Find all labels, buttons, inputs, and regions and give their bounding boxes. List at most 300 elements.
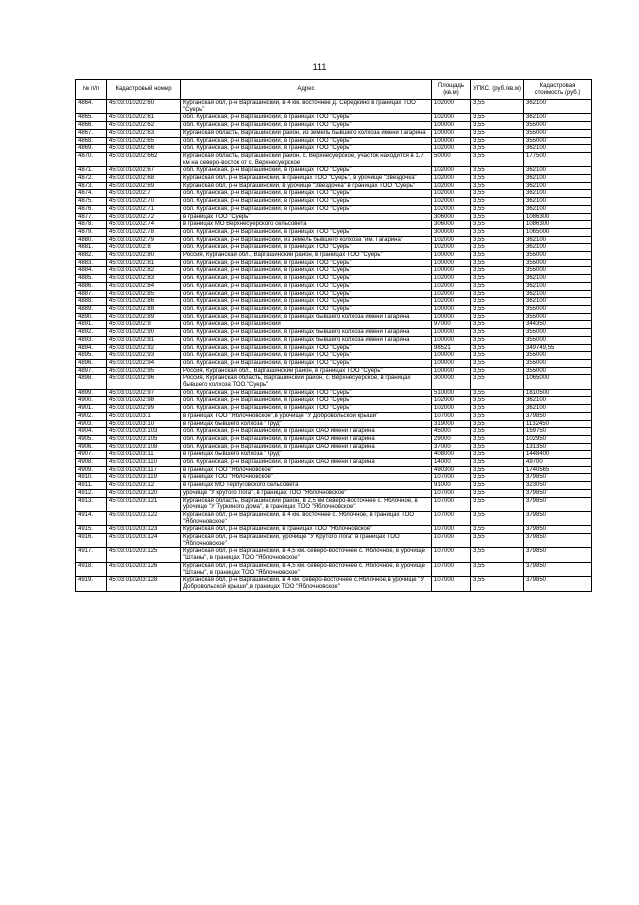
cell-upks: 3,55 (471, 359, 524, 367)
cell-number: 4879. (76, 228, 107, 236)
cell-area: 102000 (432, 205, 471, 213)
cell-address: обл. Курганская, р-н Варгашинский, в границах ТОО "Суерь" (181, 167, 432, 175)
table-row (76, 228, 592, 236)
cell-upks: 3,55 (471, 244, 524, 252)
cell-upks: 3,55 (471, 152, 524, 166)
cell-cadastral-number: 45:03:010203:124 (107, 534, 181, 548)
cell-upks: 3,55 (471, 198, 524, 206)
cell-area: 50000 (432, 152, 471, 166)
table-row (76, 534, 592, 548)
cell-cadastral-number: 45:03:010202:66 (107, 145, 181, 153)
cell-area: 100000 (432, 137, 471, 145)
cell-cadastral-cost: 362100 (524, 198, 592, 206)
cell-address: Россия, Курганская область, Варгашинский район, с. Верхнесуерское, в границах бывшего колхоза ТОО "Суерь" (181, 375, 432, 389)
cell-upks: 3,55 (471, 511, 524, 525)
cell-upks: 3,55 (471, 420, 524, 428)
cell-area: 107000 (432, 511, 471, 525)
cell-number: 4880. (76, 236, 107, 244)
table-row (76, 367, 592, 375)
cell-address: обл. Курганская, р-н Варгашинский, в границах ТОО "Суерь" (181, 305, 432, 313)
cell-address: в границах МО Верхнесуерского сельсовета (181, 221, 432, 229)
cell-address: обл. Курганская, р-н Варгашинский, в границах ТОО "Суерь" (181, 190, 432, 198)
table-row (76, 497, 592, 511)
cell-number: 4908. (76, 459, 107, 467)
cell-cadastral-number: 45:03:010203:123 (107, 526, 181, 534)
cell-address: обл. Курганская, р-н Варгашинский, в границах ТОО "Суерь" (181, 352, 432, 360)
cell-cadastral-cost: 355000 (524, 359, 592, 367)
cell-area: 102000 (432, 114, 471, 122)
cell-upks: 3,55 (471, 221, 524, 229)
cell-cadastral-number: 45:03:010203:119 (107, 474, 181, 482)
header-address: Адрес (181, 80, 432, 100)
cell-address: обл. Курганская, р-н Варгашинский, в границах ТОО "Суерь" (181, 397, 432, 405)
table-row (76, 451, 592, 459)
cadastral-table (75, 79, 592, 592)
table-row (76, 344, 592, 352)
cell-number: 4912. (76, 489, 107, 497)
cell-address: в границах бывшего колхоза "Труд" (181, 420, 432, 428)
table-row (76, 129, 592, 137)
cell-area: 107000 (432, 548, 471, 562)
cell-cadastral-number: 45:03:010202:71 (107, 205, 181, 213)
cell-address: обл. Курганская, р-н Варгашинский, в границах ОАО имени Гагарина (181, 435, 432, 443)
cell-number: 4867. (76, 129, 107, 137)
cell-area: 490300 (432, 466, 471, 474)
cell-cadastral-cost: 102950 (524, 435, 592, 443)
cell-area: 100000 (432, 352, 471, 360)
cell-upks: 3,55 (471, 497, 524, 511)
cell-area: 300000 (432, 375, 471, 389)
cell-area: 29000 (432, 435, 471, 443)
cell-number: 4871. (76, 167, 107, 175)
cell-cadastral-cost: 362100 (524, 182, 592, 190)
cell-address: обл. Курганская, р-н Варгашинский, в границах ТОО "Суерь" (181, 114, 432, 122)
cell-number: 4913. (76, 497, 107, 511)
cell-area: 306000 (432, 221, 471, 229)
cell-upks: 3,55 (471, 236, 524, 244)
cell-cadastral-number: 45:03:010203:128 (107, 577, 181, 591)
cell-address: обл. Курганская, р-н Варгашинский (181, 321, 432, 329)
cell-area: 91000 (432, 482, 471, 490)
cell-cadastral-cost: 379850 (524, 562, 592, 576)
cell-cadastral-number: 45:03:010202:69 (107, 182, 181, 190)
cell-number: 4869. (76, 145, 107, 153)
cell-cadastral-cost: 49700 (524, 459, 592, 467)
cell-upks: 3,55 (471, 228, 524, 236)
cell-number: 4918. (76, 562, 107, 576)
cell-upks: 3,55 (471, 313, 524, 321)
cell-number: 4868. (76, 137, 107, 145)
cell-upks: 3,55 (471, 435, 524, 443)
table-row (76, 336, 592, 344)
table-row (76, 397, 592, 405)
cell-cadastral-number: 45:03:010202:97 (107, 389, 181, 397)
cell-address: обл. Курганская, р-н Варгашинский, в границах ТОО "Суерь" (181, 145, 432, 153)
cell-address: обл. Курганская, р-н Варгашинский, в границах бывшего колхоза имени Гагарина (181, 313, 432, 321)
cell-cadastral-cost: 362100 (524, 397, 592, 405)
cell-number: 4876. (76, 205, 107, 213)
cell-address: Россия, Курганская обл., Варгашинский район, в границах ТОО "Суерь" (181, 367, 432, 375)
cell-area: 100000 (432, 359, 471, 367)
cell-cadastral-number: 45:03:010202:84 (107, 282, 181, 290)
cell-upks: 3,55 (471, 122, 524, 130)
cell-cadastral-number: 45:03:010202:67 (107, 167, 181, 175)
cell-area: 98521 (432, 344, 471, 352)
cell-number: 4886. (76, 282, 107, 290)
cell-cadastral-number: 45:03:010202:9 (107, 321, 181, 329)
cell-number: 4906. (76, 443, 107, 451)
cell-address: урочище "У крутого Лога", в границах ТОО "Яблочновское" (181, 489, 432, 497)
cell-cadastral-number: 45:03:010202:68 (107, 175, 181, 183)
table-row (76, 259, 592, 267)
cell-number: 4902. (76, 412, 107, 420)
cell-cadastral-cost: 362100 (524, 290, 592, 298)
table-row (76, 182, 592, 190)
cell-area: 107000 (432, 562, 471, 576)
cell-number: 4883. (76, 259, 107, 267)
cell-cadastral-number: 45:03:010203:122 (107, 511, 181, 525)
cell-cadastral-cost: 362100 (524, 282, 592, 290)
cell-upks: 3,55 (471, 267, 524, 275)
cell-cadastral-cost: 1065000 (524, 375, 592, 389)
table-row (76, 466, 592, 474)
cell-number: 4888. (76, 298, 107, 306)
cell-number: 4900. (76, 397, 107, 405)
table-row (76, 290, 592, 298)
cell-area: 102000 (432, 275, 471, 283)
cell-cadastral-number: 45:03:010202:60 (107, 100, 181, 114)
table-row (76, 482, 592, 490)
cell-upks: 3,55 (471, 321, 524, 329)
cell-address: в границах ТОО "Яблочновское",в урочище "У Добровольской крыши" (181, 412, 432, 420)
cell-address: обл. Курганская, р-н Варгашинский, в границах бывшего колхоза имени Гагарина (181, 329, 432, 337)
cell-cadastral-number: 45:03:010203:10 (107, 420, 181, 428)
cell-number: 4872. (76, 175, 107, 183)
cell-number: 4870. (76, 152, 107, 166)
cell-upks: 3,55 (471, 474, 524, 482)
table-row (76, 282, 592, 290)
cell-cadastral-number: 45:03:010202:98 (107, 397, 181, 405)
cell-area: 319000 (432, 420, 471, 428)
cell-number: 4904. (76, 428, 107, 436)
cell-cadastral-number: 45:03:010202:79 (107, 236, 181, 244)
cell-address: Курганская область, Варгашинский район, с. Верхнесуерское, участок находится в 1,7 км на северо-восток от с. Верхнесуерское (181, 152, 432, 166)
cell-area: 102000 (432, 145, 471, 153)
cell-cadastral-cost: 379850 (524, 577, 592, 591)
cell-upks: 3,55 (471, 459, 524, 467)
cell-number: 4885. (76, 275, 107, 283)
cell-area: 102000 (432, 182, 471, 190)
cell-cadastral-number: 45:03:010202:89 (107, 313, 181, 321)
cell-upks: 3,55 (471, 548, 524, 562)
cell-area: 100000 (432, 329, 471, 337)
cell-number: 4881. (76, 244, 107, 252)
cell-address: обл. Курганская, р-н Варгашинский, в границах ТОО "Суерь" (181, 275, 432, 283)
cell-area: 102000 (432, 100, 471, 114)
cell-cadastral-number: 45:03:010202:94 (107, 359, 181, 367)
cell-upks: 3,55 (471, 367, 524, 375)
cell-cadastral-number: 45:03:010202:91 (107, 336, 181, 344)
cell-upks: 3,55 (471, 489, 524, 497)
table-row (76, 375, 592, 389)
cell-cadastral-cost: 362100 (524, 175, 592, 183)
cell-area: 97000 (432, 321, 471, 329)
cell-cadastral-cost: 1132450 (524, 420, 592, 428)
cell-cadastral-cost: 159750 (524, 428, 592, 436)
cell-address: обл. Курганская, р-н Варгашинский, в границах ТОО "Суерь" (181, 267, 432, 275)
cell-address: обл. Курганская, р-н Варгашинский, в границах ТОО "Суерь" (181, 290, 432, 298)
cell-address: в границах ТОО "Яблочновское" (181, 474, 432, 482)
cell-address: Курганская обл, р-н Варгашинский, в 4 км. восточнее д. Середкино в границах ТОО "Суерь" (181, 100, 432, 114)
cell-number: 4916. (76, 534, 107, 548)
cell-area: 107000 (432, 497, 471, 511)
cell-upks: 3,55 (471, 252, 524, 260)
cell-cadastral-number: 45:03:010202:74 (107, 221, 181, 229)
cell-address: обл. Курганская, р-н Варгашинский, из земель бывшего колхоза "им. Гагарина" (181, 236, 432, 244)
cell-upks: 3,55 (471, 577, 524, 591)
cell-area: 100000 (432, 259, 471, 267)
cell-cadastral-cost: 355000 (524, 267, 592, 275)
cell-address: Курганская обл, р-н Варгашинский, в границах ТОО "Яблочновское" (181, 526, 432, 534)
cell-number: 4905. (76, 435, 107, 443)
cell-number: 4884. (76, 267, 107, 275)
cell-cadastral-cost: 379850 (524, 548, 592, 562)
cell-cadastral-number: 45:03:010202:99 (107, 405, 181, 413)
table-row (76, 305, 592, 313)
cell-area: 100000 (432, 313, 471, 321)
table-row (76, 205, 592, 213)
cell-area: 102000 (432, 236, 471, 244)
cell-area: 102000 (432, 190, 471, 198)
cell-area: 300000 (432, 228, 471, 236)
cell-number: 4887. (76, 290, 107, 298)
cell-address: Курганская обл, р-н Варгашинский, в 4 км. восточнее с. Яблочное, в границах ТОО "Яблочновское" (181, 511, 432, 525)
table-row (76, 428, 592, 436)
cell-area: 107000 (432, 489, 471, 497)
cell-area: 37000 (432, 443, 471, 451)
cell-cadastral-cost: 355000 (524, 122, 592, 130)
cell-cadastral-number: 45:03:010202:93 (107, 352, 181, 360)
cell-cadastral-cost: 362100 (524, 145, 592, 153)
cell-cadastral-cost: 1086300 (524, 213, 592, 221)
cell-cadastral-number: 45:03:010202:83 (107, 275, 181, 283)
cell-address: обл. Курганская, р-н Варгашинский, в границах ТОО "Суерь" (181, 259, 432, 267)
cell-address: обл. Курганская, р-н Варгашинский, в границах ТОО "Суерь" (181, 205, 432, 213)
cell-cadastral-number: 45:03:010203:12 (107, 482, 181, 490)
cell-number: 4914. (76, 511, 107, 525)
table-row (76, 267, 592, 275)
cell-number: 4911. (76, 482, 107, 490)
table-row (76, 562, 592, 576)
cell-cadastral-cost: 379850 (524, 497, 592, 511)
cell-cadastral-number: 45:03:010202:82 (107, 267, 181, 275)
header-number: № п/п (76, 80, 107, 100)
cell-upks: 3,55 (471, 129, 524, 137)
cell-number: 4897. (76, 367, 107, 375)
cell-cadastral-cost: 379850 (524, 511, 592, 525)
cell-upks: 3,55 (471, 534, 524, 548)
table-header-row (76, 80, 592, 100)
cell-number: 4866. (76, 122, 107, 130)
table-row (76, 190, 592, 198)
cell-cadastral-number: 45:03:010202:85 (107, 290, 181, 298)
cell-number: 4909. (76, 466, 107, 474)
cell-number: 4892. (76, 329, 107, 337)
cell-address: Россия, Курганская обл., Варгашинский район, в границах ТОО "Суерь" (181, 252, 432, 260)
cell-number: 4882. (76, 252, 107, 260)
cell-upks: 3,55 (471, 167, 524, 175)
cell-address: в границах МО Терпуговского сельсовета (181, 482, 432, 490)
cell-cadastral-cost: 362100 (524, 275, 592, 283)
cell-number: 4878. (76, 221, 107, 229)
cell-upks: 3,55 (471, 344, 524, 352)
table-row (76, 329, 592, 337)
cell-cadastral-number: 45:03:010202:90 (107, 329, 181, 337)
page-number: 111 (312, 62, 327, 72)
cell-area: 102000 (432, 298, 471, 306)
cell-upks: 3,55 (471, 305, 524, 313)
cell-cadastral-number: 45:03:010203:1 (107, 412, 181, 420)
cell-upks: 3,55 (471, 428, 524, 436)
cell-number: 4874. (76, 190, 107, 198)
table-row (76, 459, 592, 467)
cell-cadastral-cost: 379850 (524, 412, 592, 420)
cell-address: в границах бывшего колхоза "Труд" (181, 451, 432, 459)
table-row (76, 275, 592, 283)
cell-cadastral-cost: 355000 (524, 137, 592, 145)
cell-cadastral-number: 45:03:010202:65 (107, 137, 181, 145)
cell-upks: 3,55 (471, 182, 524, 190)
cell-area: 510000 (432, 389, 471, 397)
cell-area: 107000 (432, 474, 471, 482)
table-row (76, 577, 592, 591)
cell-address: Курганская обл, р-н Варгашинский, в 4,5 км. северо-восточнее с. Яблочное, в урочище "Штаны", в границах ТОО "Яблочновское" (181, 562, 432, 576)
cell-cadastral-cost: 349749,55 (524, 344, 592, 352)
cell-number: 4910. (76, 474, 107, 482)
cell-cadastral-cost: 379850 (524, 526, 592, 534)
cell-upks: 3,55 (471, 352, 524, 360)
cell-cadastral-number: 45:03:010203:117 (107, 466, 181, 474)
cell-cadastral-cost: 1810500 (524, 389, 592, 397)
cell-cadastral-number: 45:03:010202:96 (107, 375, 181, 389)
cell-upks: 3,55 (471, 466, 524, 474)
cell-cadastral-cost: 355000 (524, 252, 592, 260)
cell-upks: 3,55 (471, 397, 524, 405)
cell-address: обл. Курганская, р-н Варгашинский, в границах ОАО имени Гагарина (181, 428, 432, 436)
cell-address: обл. Курганская, р-н Варгашинский, в границах ТОО "Суерь" (181, 405, 432, 413)
cell-upks: 3,55 (471, 205, 524, 213)
table-row (76, 100, 592, 114)
cell-cadastral-number: 45:03:010203:108 (107, 443, 181, 451)
cell-area: 107000 (432, 412, 471, 420)
cell-upks: 3,55 (471, 443, 524, 451)
cell-cadastral-cost: 323050 (524, 482, 592, 490)
cell-number: 4898. (76, 375, 107, 389)
cell-address: обл. Курганская, р-н Варгашинский, в границах ТОО "Суерь" (181, 389, 432, 397)
table-row (76, 313, 592, 321)
table-row (76, 244, 592, 252)
cell-upks: 3,55 (471, 175, 524, 183)
cell-address: обл. Курганская, р-н Варгашинский, в границах ТОО "Суерь" (181, 359, 432, 367)
cell-area: 107000 (432, 577, 471, 591)
cell-cadastral-number: 45:03:010202:7 (107, 190, 181, 198)
table-row (76, 221, 592, 229)
header-cadastral-cost: Кадастровая стоимость (руб.) (524, 80, 592, 100)
cell-cadastral-cost: 131350 (524, 443, 592, 451)
cell-area: 102000 (432, 290, 471, 298)
cell-cadastral-number: 45:03:010203:103 (107, 428, 181, 436)
cell-address: обл. Курганская, р-н Варгашинский, в границах ТОО "Суерь" (181, 198, 432, 206)
cell-cadastral-number: 45:03:010203:126 (107, 562, 181, 576)
cell-cadastral-number: 45:03:010202:95 (107, 367, 181, 375)
cell-upks: 3,55 (471, 412, 524, 420)
cell-cadastral-number: 45:03:010202:662 (107, 152, 181, 166)
cell-cadastral-cost: 355000 (524, 329, 592, 337)
cell-number: 4873. (76, 182, 107, 190)
cell-cadastral-cost: 1740565 (524, 466, 592, 474)
header-upks: УПКС. (руб./кв.м) (471, 80, 524, 100)
table-row (76, 122, 592, 130)
cell-cadastral-cost: 362100 (524, 244, 592, 252)
cell-cadastral-cost: 1448400 (524, 451, 592, 459)
cell-cadastral-cost: 362100 (524, 190, 592, 198)
cell-upks: 3,55 (471, 526, 524, 534)
cell-cadastral-number: 45:03:010202:72 (107, 213, 181, 221)
cell-upks: 3,55 (471, 275, 524, 283)
cell-cadastral-cost: 362100 (524, 298, 592, 306)
cell-area: 102000 (432, 175, 471, 183)
cell-number: 4875. (76, 198, 107, 206)
table-row (76, 412, 592, 420)
cell-upks: 3,55 (471, 213, 524, 221)
table-row (76, 405, 592, 413)
cell-address: обл. Курганская, р-н Варгашинский, в границах ТОО "Суерь" (181, 282, 432, 290)
cell-cadastral-number: 45:03:010203:125 (107, 548, 181, 562)
cell-cadastral-number: 45:03:010202:63 (107, 129, 181, 137)
cell-cadastral-cost: 355000 (524, 313, 592, 321)
cell-number: 4919. (76, 577, 107, 591)
table-row (76, 321, 592, 329)
cell-cadastral-number: 45:03:010202:78 (107, 228, 181, 236)
cell-address: Курганская обл, р-н Варгашинский, в 4 км. северо-восточнее с.Яблочное,в урочище "У Добровольской крыши",в границах ТОО "Яблочновское" (181, 577, 432, 591)
table-row (76, 548, 592, 562)
cell-cadastral-number: 45:03:010202:92 (107, 344, 181, 352)
cell-address: обл. Курганская, р-н Варгашинский, в границах ТОО "Суерь" (181, 137, 432, 145)
cell-area: 102000 (432, 167, 471, 175)
cell-cadastral-cost: 362100 (524, 114, 592, 122)
cell-cadastral-number: 45:03:010202:81 (107, 259, 181, 267)
cell-area: 107000 (432, 526, 471, 534)
cell-area: 102000 (432, 282, 471, 290)
cell-number: 4907. (76, 451, 107, 459)
cell-area: 100000 (432, 305, 471, 313)
cell-upks: 3,55 (471, 259, 524, 267)
cell-address: обл. Курганская, р-н Варгашинский, в границах бывшего колхоза имени Гагарина (181, 336, 432, 344)
table-row (76, 489, 592, 497)
cell-number: 4895. (76, 352, 107, 360)
cell-cadastral-cost: 344350 (524, 321, 592, 329)
cell-area: 14000 (432, 459, 471, 467)
cell-address: обл. Курганская, р-н Варгашинский, в границах ТОО "Суерь" (181, 228, 432, 236)
cell-area: 102000 (432, 198, 471, 206)
cell-number: 4917. (76, 548, 107, 562)
cell-cadastral-cost: 355000 (524, 352, 592, 360)
cell-address: в границах ТОО "Суерь" (181, 213, 432, 221)
cell-cadastral-number: 45:03:010203:105 (107, 435, 181, 443)
cell-cadastral-cost: 379850 (524, 534, 592, 548)
table-row (76, 198, 592, 206)
cell-upks: 3,55 (471, 389, 524, 397)
